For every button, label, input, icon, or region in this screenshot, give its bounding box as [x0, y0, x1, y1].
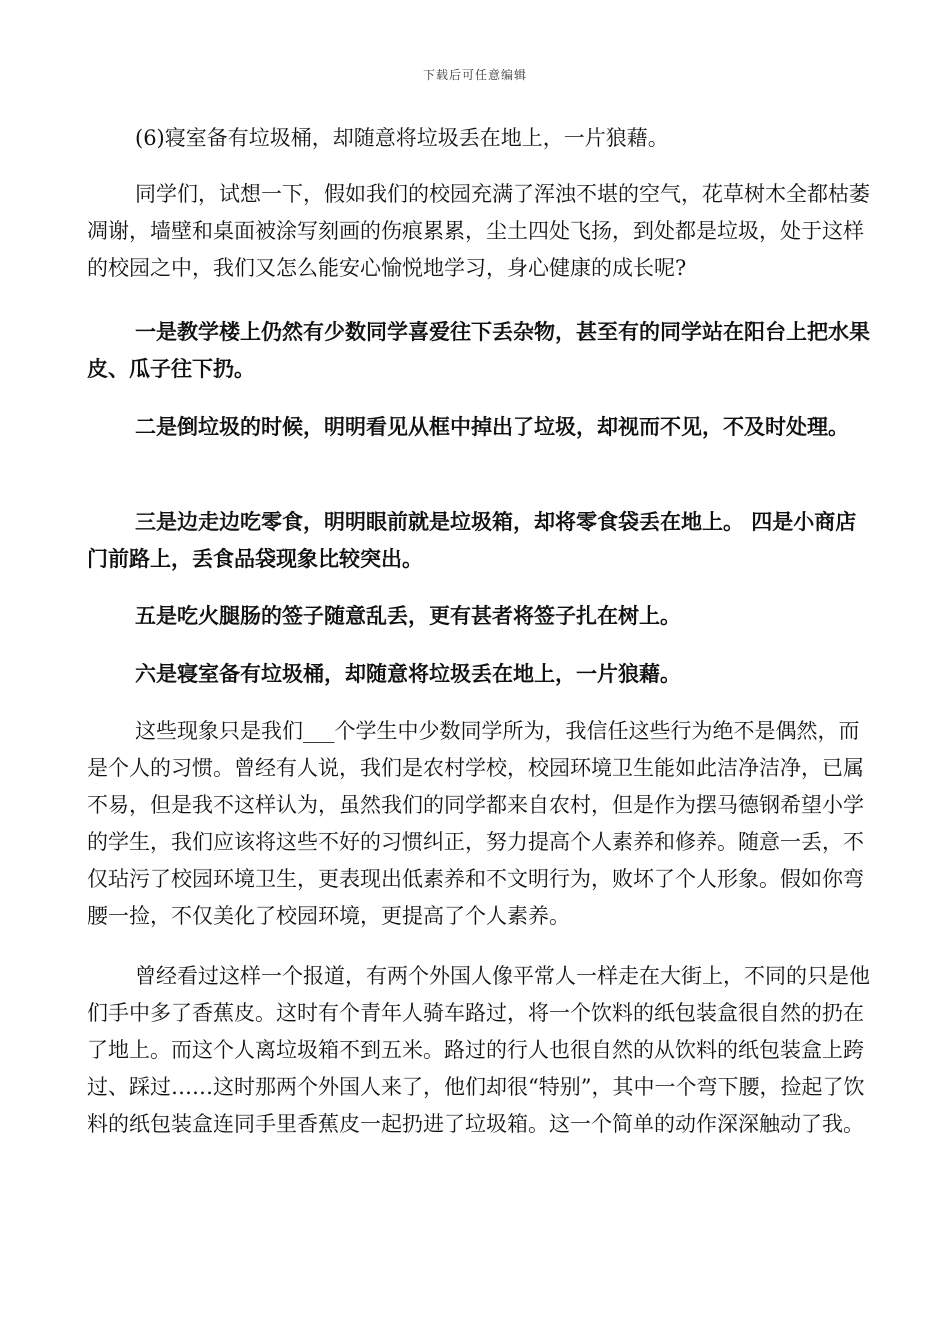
paragraph-point-five: 五是吃火腿肠的签子随意乱丢，更有甚者将签子扎在树上。: [135, 603, 681, 628]
paragraph-point-one: 一是教学楼上仍然有少数同学喜爱往下丢杂物，甚至有的同学站在阳台上把水果皮、瓜子往下扔。: [87, 319, 870, 381]
paragraph-imagine-campus: 同学们，试想一下，假如我们的校园充满了浑浊不堪的空气，花草树木全都枯萎凋谢，墙壁和桌面被涂写刻画的伤痕累累，尘土四处飞扬，到处都是垃圾，处于这样的校园之中，我们又怎么能安心愉悦地学习，身心健康的成长呢?: [87, 182, 870, 280]
paragraph-point-six: 六是寝室备有垃圾桶，却随意将垃圾丢在地上，一片狼藉。: [135, 661, 681, 686]
page-header: 下载后可任意编辑: [422, 68, 527, 82]
paragraph-point-two: 二是倒垃圾的时候，明明看见从框中掉出了垃圾，却视而不见，不及时处理。: [135, 414, 849, 439]
paragraph-point-three-four: 三是边走边吃零食，明明眼前就是垃圾箱，却将零食袋丢在地上。 四是小商店门前路上，丢食品袋现象比较突出。: [87, 509, 857, 571]
paragraph-habits: 这些现象只是我们___个学生中少数同学所为，我信任这些行为绝不是偶然，而是个人的习惯。曾经有人说，我们是农村学校，校园环境卫生能如此洁净洁净，已属不易，但是我不这样认为，虽然我们的同学都来自农村，但是作为摆马德钢希望小学的学生，我们应该将这些不好的习惯纠正，努力提高个人素养和修养。随意一丢，不仅玷污了校园环境卫生，更表现出低素养和不文明行为，败坏了个人形象。假如你弯腰一捡，不仅美化了校园环境，更提高了个人素养。: [87, 719, 864, 928]
paragraph-report-story: 曾经看过这样一个报道，有两个外国人像平常人一样走在大街上，不同的只是他们手中多了香蕉皮。这时有个青年人骑车路过，将一个饮料的纸包装盒很自然的扔在了地上。而这个人离垃圾箱不到五米。路过的行人也很自然的从饮料的纸包装盒上跨过、踩过……这时那两个外国人来了，他们却很“特别”，其中一个弯下腰，捡起了饮料的纸包装盒连同手里香蕉皮一起扔进了垃圾箱。这一个简单的动作深深触动了我。: [87, 964, 870, 1136]
paragraph-dorm-trash: (6)寝室备有垃圾桶，却随意将垃圾丢在地上，一片狼藉。: [135, 126, 669, 150]
